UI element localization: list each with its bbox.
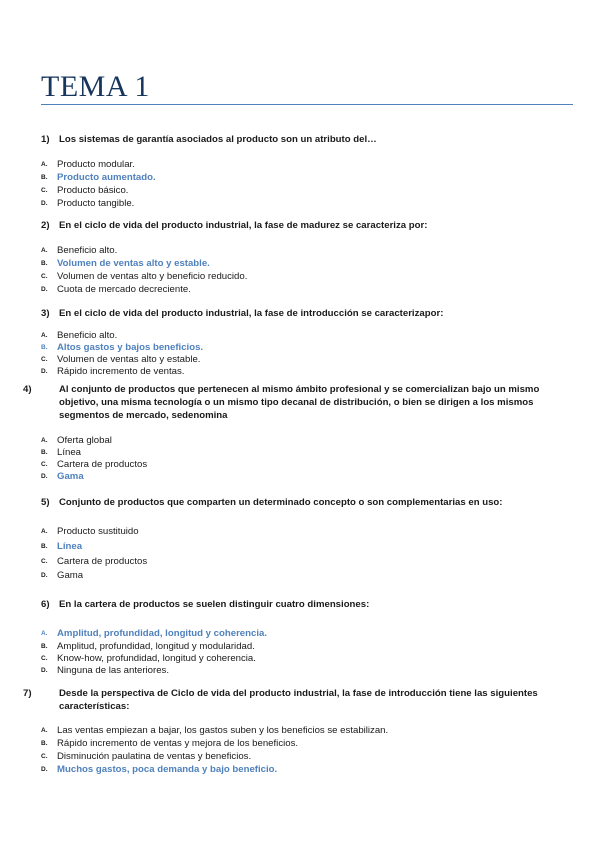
option-7a: A. Las ventas empiezan a bajar, los gastos suben y los beneficios se estabilizan. xyxy=(41,725,389,736)
option-5b-correct: B. Línea xyxy=(41,541,83,552)
question-2 xyxy=(41,219,571,232)
question-6 xyxy=(41,598,571,611)
question-1 xyxy=(41,133,571,146)
option-4c: C. Cartera de productos xyxy=(41,459,148,470)
option-6b: B. Amplitud, profundidad, longitud y modularidad. xyxy=(41,641,255,652)
option-7b: B. Rápido incremento de ventas y mejora de los beneficios. xyxy=(41,738,299,749)
option-2d: D. Cuota de mercado decreciente. xyxy=(41,284,191,295)
option-3b-correct: B. Altos gastos y bajos beneficios. xyxy=(41,342,204,353)
option-5c: C. Cartera de productos xyxy=(41,556,148,567)
question-7 xyxy=(23,687,571,713)
question-number: 1) xyxy=(41,134,50,145)
question-3 xyxy=(41,307,571,320)
question-text: Desde la perspectiva de Ciclo de vida del producto industrial, la fase de introducción tiene las siguientes características: xyxy=(59,688,538,712)
question-text: Al conjunto de productos que pertenecen al mismo ámbito profesional y se comercializan bajo un mismo objetivo, una misma tecnología o un mismo tipo decanal de distribución, o bien se dirigen a los mismos segmentos de mercado, sedenomina xyxy=(59,384,540,421)
option-7d-correct: D. Muchos gastos, poca demanda y bajo beneficio. xyxy=(41,764,278,775)
option-1c: C. Producto básico. xyxy=(41,185,129,196)
option-1d: D. Producto tangible. xyxy=(41,198,135,209)
question-number: 2) xyxy=(41,220,50,231)
option-2b-correct: B. Volumen de ventas alto y estable. xyxy=(41,258,210,269)
option-6d: D. Ninguna de las anteriores. xyxy=(41,665,169,676)
option-5a: A. Producto sustituido xyxy=(41,526,139,537)
option-3c: C. Volumen de ventas alto y estable. xyxy=(41,354,201,365)
question-text: En la cartera de productos se suelen distinguir cuatro dimensiones: xyxy=(59,599,370,610)
question-text: En el ciclo de vida del producto industrial, la fase de madurez se caracteriza por: xyxy=(59,220,428,231)
option-7c: C. Disminución paulatina de ventas y beneficios. xyxy=(41,751,252,762)
title-divider xyxy=(41,104,573,105)
option-3a: A. Beneficio alto. xyxy=(41,330,118,341)
option-5d: D. Gama xyxy=(41,570,84,581)
option-4d-correct: D. Gama xyxy=(41,471,84,482)
question-text: Conjunto de productos que comparten un determinado concepto o son complementarias en uso: xyxy=(59,497,503,508)
option-6a-correct: A. Amplitud, profundidad, longitud y coherencia. xyxy=(41,628,267,639)
option-4a: A. Oferta global xyxy=(41,435,112,446)
page-title: TEMA 1 xyxy=(41,70,150,103)
option-2c: C. Volumen de ventas alto y beneficio reducido. xyxy=(41,271,248,282)
question-number: 7) xyxy=(23,688,32,699)
question-number: 4) xyxy=(23,384,32,395)
question-4 xyxy=(23,383,571,422)
question-number: 5) xyxy=(41,497,50,508)
option-1b-correct: B. Producto aumentado. xyxy=(41,172,156,183)
option-1a: A. Producto modular. xyxy=(41,159,135,170)
option-6c: C. Know-how, profundidad, longitud y coherencia. xyxy=(41,653,256,664)
question-5 xyxy=(41,496,571,509)
question-text: En el ciclo de vida del producto industrial, la fase de introducción se caracterizapor: xyxy=(59,308,444,319)
question-number: 6) xyxy=(41,599,50,610)
question-text: Los sistemas de garantía asociados al producto son un atributo del… xyxy=(59,134,377,145)
option-3d: D. Rápido incremento de ventas. xyxy=(41,366,185,377)
option-2a: A. Beneficio alto. xyxy=(41,245,118,256)
question-number: 3) xyxy=(41,308,50,319)
option-4b: B. Línea xyxy=(41,447,82,458)
